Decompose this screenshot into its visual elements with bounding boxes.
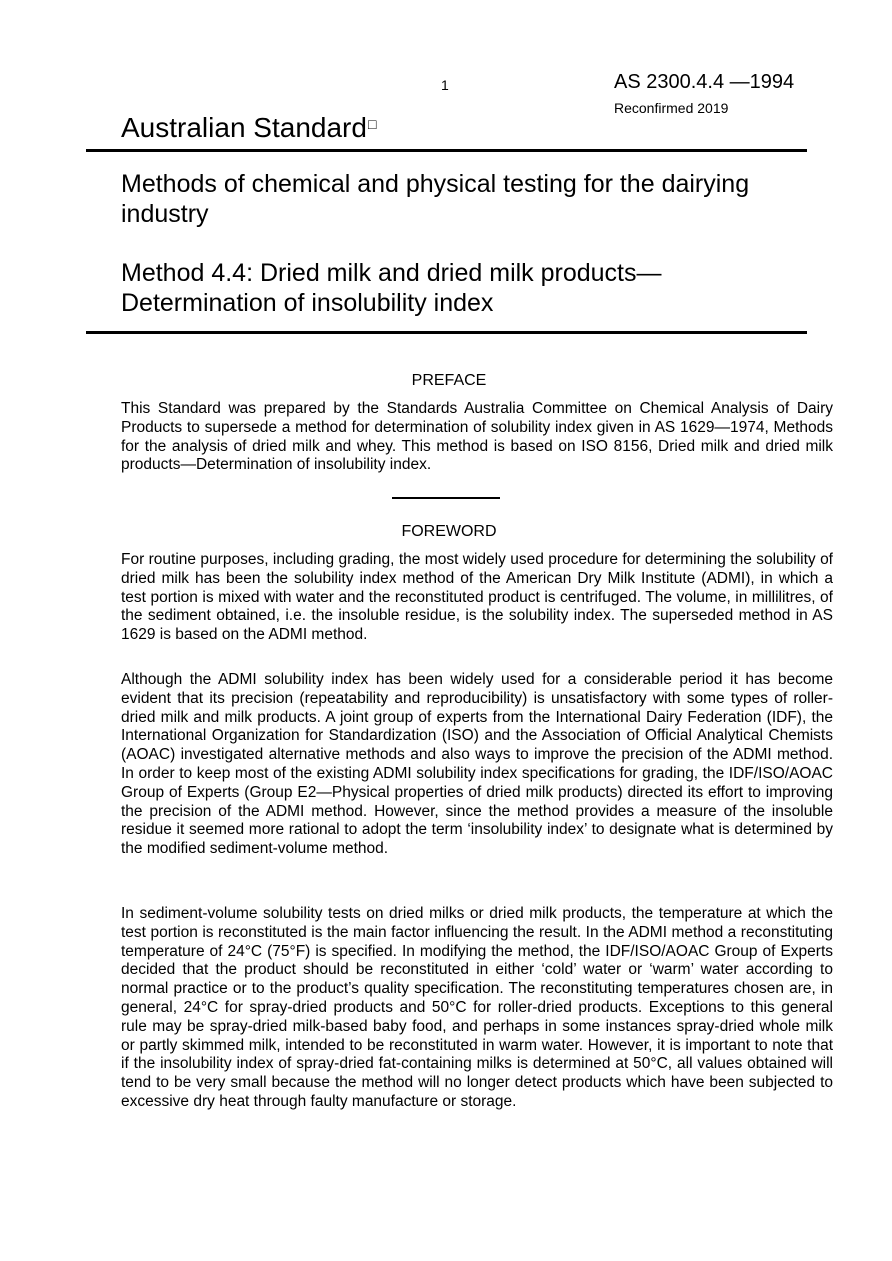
reconfirmed-note: Reconfirmed 2019 [614, 100, 729, 116]
section-divider [392, 497, 500, 499]
preface-heading: PREFACE [411, 372, 487, 389]
title-divider [86, 331, 807, 334]
document-title: Methods of chemical and physical testing for the dairying industry [121, 170, 750, 228]
standard-number: AS 2300.4.4 —1994 [614, 71, 795, 93]
foreword-paragraph-2: Although the ADMI solubility index has been widely used for a considerable period it has become evident that its precision (repeatability and reproducibility) is unsatisfactory with some types of roller-dried milk and milk products. A joint group of experts from the International Dairy Federation (IDF), the International Organization for Standardization (ISO) and the Association of Official Analytical Chemists (AOAC) investigated alternative methods and also ways to improve the precision of the ADMI method. In order to keep most of the existing ADMI solubility index specifications for grading, the IDF/ISO/AOAC Group of Experts (Group E2—Physical properties of dried milk products) directed its effort to improving the precision of the ADMI method. However, since the method provides a measure of the insoluble residue it seemed more rational to adopt the term ‘insolubility index’ to designate what is determined by the modified sediment-volume method. [121, 671, 833, 858]
page-number: 1 [441, 77, 449, 93]
brand-text: Australian Standard [121, 112, 367, 143]
method-title: Method 4.4: Dried milk and dried milk products—Determination of insolubility index [121, 259, 662, 317]
top-divider [86, 149, 807, 152]
brand-mark-icon: □ [367, 116, 377, 132]
foreword-heading: FOREWORD [401, 523, 497, 540]
foreword-paragraph-1: For routine purposes, including grading, the most widely used procedure for determining the solubility of dried milk has been the solubility index method of the American Dry Milk Institute (ADMI), in which a test portion is mixed with water and the reconstituted product is centrifuged. The volume, in millilitres, of the sediment obtained, i.e. the insoluble residue, is the solubility index. The superseded method in AS 1629 is based on the ADMI method. [121, 551, 833, 644]
brand-title [121, 112, 376, 144]
preface-text: This Standard was prepared by the Standards Australia Committee on Chemical Analysis of Dairy Products to supersede a method for determination of solubility index given in AS 1629—1974, Methods for the analysis of dried milk and whey. This method is based on ISO 8156, Dried milk and dried milk products—Determination of insolubility index. [121, 400, 833, 474]
foreword-paragraph-3: In sediment-volume solubility tests on dried milks or dried milk products, the temperature at which the test portion is reconstituted is the main factor influencing the result. In the ADMI method a reconstituting temperature of 24°C (75°F) is specified. In modifying the method, the IDF/ISO/AOAC Group of Experts decided that the product should be reconstituted in either ‘cold’ water or ‘warm’ water according to normal practice or to the product’s quality specification. The reconstituting temperatures chosen are, in general, 24°C for spray-dried products and 50°C for roller-dried products. Exceptions to this general rule may be spray-dried milk-based baby food, and perhaps in some instances spray-dried whole milk or partly skimmed milk, intended to be reconstituted in warm water. However, it is important to note that if the insolubility index of spray-dried fat-containing milks is determined at 50°C, all values obtained will tend to be very small because the method will no longer detect products which have been subjected to excessive dry heat through faulty manufacture or storage. [121, 905, 833, 1110]
